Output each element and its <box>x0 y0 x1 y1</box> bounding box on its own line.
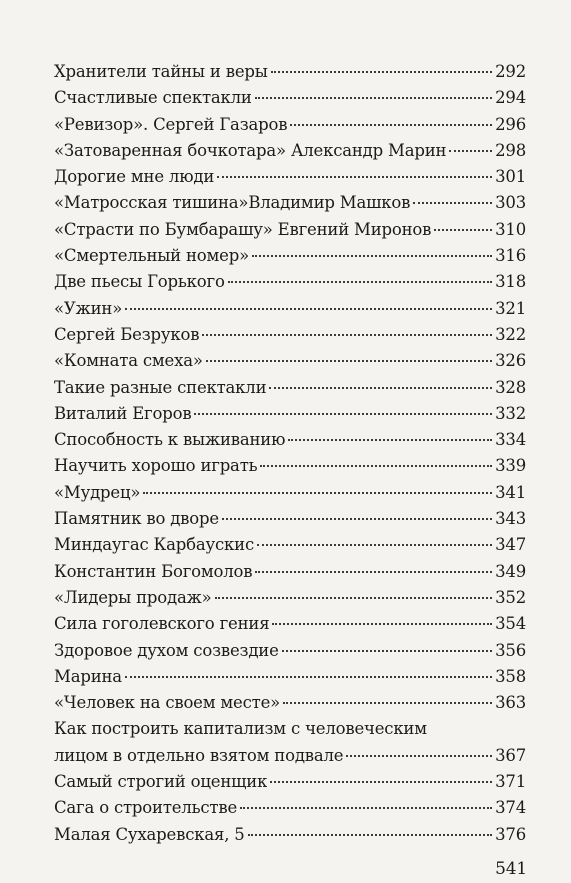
toc-entry-page-number: 294 <box>495 88 526 108</box>
toc-entry-title: Сила гоголевского гения <box>54 614 270 634</box>
toc-entry-title: Константин Богомолов <box>54 561 253 581</box>
toc-entry-page-number: 303 <box>495 193 526 213</box>
toc-entry-page-number: 358 <box>495 666 526 686</box>
toc-entry-row <box>54 217 526 243</box>
dot-leader <box>270 781 492 783</box>
toc-entry <box>54 269 526 295</box>
toc-entry-row <box>54 164 526 190</box>
toc-entry <box>54 716 526 769</box>
dot-leader <box>290 124 492 126</box>
toc-entry-row <box>54 112 526 138</box>
toc-entry-row <box>54 375 526 401</box>
dot-leader <box>269 387 492 389</box>
dot-leader <box>346 755 492 757</box>
toc-entry-row <box>54 664 526 690</box>
toc-entry <box>54 559 526 585</box>
toc-entry-row <box>54 427 526 453</box>
toc-entry-title: Способность к выживанию <box>54 430 286 450</box>
toc-entry-title: «Мудрец» <box>54 482 141 502</box>
toc-entry-page-number: 296 <box>495 114 526 134</box>
dot-leader <box>434 229 492 231</box>
toc-entry-title: «Ревизор». Сергей Газаров <box>54 114 288 134</box>
toc-entry-title: Две пьесы Горького <box>54 272 225 292</box>
toc-entry-title: «Страсти по Бумбарашу» Евгений Миронов <box>54 219 432 239</box>
toc-entry-title: Сага о строительстве <box>54 798 238 818</box>
toc-entry <box>54 375 526 401</box>
toc-entry-page-number: 376 <box>495 824 526 844</box>
toc-entry-row <box>54 243 526 269</box>
toc-entry <box>54 769 526 795</box>
toc-entry <box>54 690 526 716</box>
toc-entry-title: Марина <box>54 666 122 686</box>
toc-entry-row <box>54 85 526 111</box>
toc-entry-row <box>54 585 526 611</box>
dot-leader <box>206 360 492 362</box>
toc-entry-title: «Матросская тишина»Владимир Машков <box>54 193 411 213</box>
toc-entry-row <box>54 611 526 637</box>
toc-entry <box>54 427 526 453</box>
toc-entry-title: Счастливые спектакли <box>54 88 252 108</box>
dot-leader <box>215 597 493 599</box>
toc-entry-row <box>54 138 526 164</box>
dot-leader <box>217 176 492 178</box>
toc-entry-title: Миндаугас Карбаускис <box>54 535 255 555</box>
toc-entry-page-number: 356 <box>495 640 526 660</box>
toc-entry-row <box>54 269 526 295</box>
toc-entry-page-number: 354 <box>495 614 526 634</box>
toc-entry-title: Виталий Егоров <box>54 403 192 423</box>
dot-leader <box>271 71 492 73</box>
dot-leader <box>125 676 492 678</box>
toc-entry-title: Сергей Безруков <box>54 324 200 344</box>
toc-entry-row <box>54 822 526 848</box>
toc-entry <box>54 585 526 611</box>
toc-entry-page-number: 292 <box>495 62 526 81</box>
toc-entry-row <box>54 559 526 585</box>
dot-leader <box>222 518 492 520</box>
toc-entry <box>54 138 526 164</box>
toc-entry-page-number: 298 <box>495 140 526 160</box>
toc-entry-page-number: 310 <box>495 219 526 239</box>
dot-leader <box>413 202 492 204</box>
toc-entry-page-number: 321 <box>495 298 526 318</box>
toc-entry-page-number: 328 <box>495 377 526 397</box>
toc-entry-title: Малая Сухаревская, 5 <box>54 824 245 844</box>
toc-entry-page-number: 316 <box>495 246 526 266</box>
toc-entry-title: Памятник во дворе <box>54 509 219 529</box>
dot-leader <box>449 150 492 152</box>
toc-entry-row <box>54 690 526 716</box>
dot-leader <box>228 281 492 283</box>
dot-leader <box>252 255 492 257</box>
toc-entry <box>54 243 526 269</box>
toc-entry <box>54 795 526 821</box>
toc-entry-page-number: 301 <box>495 167 526 187</box>
toc-entry-title: Научить хорошо играть <box>54 456 258 476</box>
toc-entry-row <box>54 480 526 506</box>
dot-leader <box>260 465 492 467</box>
toc-entry <box>54 296 526 322</box>
toc-entry-page-number: 341 <box>495 482 526 502</box>
toc-entry-title: «Ужин» <box>54 298 123 318</box>
toc-entry-title: «Комната смеха» <box>54 351 203 371</box>
toc-entry-page-number: 371 <box>495 772 526 792</box>
table-of-contents <box>54 59 526 848</box>
toc-entry-row <box>54 296 526 322</box>
toc-entry-row <box>54 348 526 374</box>
toc-entry-page-number: 322 <box>495 324 526 344</box>
toc-entry-row <box>54 795 526 821</box>
toc-entry <box>54 322 526 348</box>
toc-entry-row <box>54 532 526 558</box>
toc-entry-title: Хранители тайны и веры <box>54 62 268 81</box>
toc-entry-title: Дорогие мне люди <box>54 167 215 187</box>
toc-entry <box>54 164 526 190</box>
toc-entry <box>54 453 526 479</box>
toc-entry-page-number: 343 <box>495 509 526 529</box>
toc-entry-page-number: 318 <box>495 272 526 292</box>
dot-leader <box>288 439 492 441</box>
toc-entry-title: Такие разные спектакли <box>54 377 267 397</box>
toc-entry <box>54 664 526 690</box>
toc-entry-title: «Смертельный номер» <box>54 246 249 266</box>
toc-entry <box>54 190 526 216</box>
dot-leader <box>202 334 492 336</box>
dot-leader <box>255 571 492 573</box>
toc-entry-row <box>54 59 526 85</box>
toc-entry <box>54 59 526 85</box>
toc-entry <box>54 401 526 427</box>
dot-leader <box>272 623 492 625</box>
toc-entry <box>54 85 526 111</box>
dot-leader <box>283 702 492 704</box>
toc-entry-row <box>54 769 526 795</box>
toc-entry-row <box>54 322 526 348</box>
toc-entry <box>54 112 526 138</box>
toc-entry <box>54 348 526 374</box>
dot-leader <box>125 308 492 310</box>
toc-entry-row <box>54 401 526 427</box>
toc-entry-title-line: Как построить капитализм с человеческим <box>54 719 427 739</box>
toc-entry <box>54 217 526 243</box>
toc-entry-page-number: 367 <box>495 745 526 765</box>
dot-leader <box>282 650 492 652</box>
toc-entry-page-number: 352 <box>495 587 526 607</box>
toc-entry-page-number: 334 <box>495 430 526 450</box>
dot-leader <box>255 97 492 99</box>
toc-entry-row <box>54 453 526 479</box>
dot-leader <box>240 807 492 809</box>
toc-entry-page-number: 332 <box>495 403 526 423</box>
toc-entry-row <box>54 743 526 769</box>
toc-entry-title: Самый строгий оценщик <box>54 772 268 792</box>
toc-entry <box>54 638 526 664</box>
toc-entry-page-number: 347 <box>495 535 526 555</box>
toc-entry-page-number: 339 <box>495 456 526 476</box>
toc-entry-page-number: 363 <box>495 693 526 713</box>
toc-entry-title: Здоровое духом созвездие <box>54 640 279 660</box>
toc-entry-title: лицом в отдельно взятом подвале <box>54 745 344 765</box>
dot-leader <box>248 834 493 836</box>
page-number: 541 <box>495 859 527 879</box>
toc-entry <box>54 480 526 506</box>
toc-entry-title: «Затоваренная бочкотара» Александр Марин <box>54 140 447 160</box>
dot-leader <box>143 492 492 494</box>
toc-entry <box>54 532 526 558</box>
toc-entry <box>54 611 526 637</box>
toc-entry-page-number: 374 <box>495 798 526 818</box>
toc-entry-row <box>54 506 526 532</box>
toc-entry-row <box>54 638 526 664</box>
toc-entry <box>54 822 526 848</box>
dot-leader <box>194 413 492 415</box>
toc-entry-title: «Лидеры продаж» <box>54 587 212 607</box>
toc-entry-page-number: 349 <box>495 561 526 581</box>
dot-leader <box>257 544 492 546</box>
toc-entry <box>54 506 526 532</box>
toc-entry-page-number: 326 <box>495 351 526 371</box>
toc-entry-title: «Человек на своем месте» <box>54 693 281 713</box>
toc-entry-row <box>54 190 526 216</box>
